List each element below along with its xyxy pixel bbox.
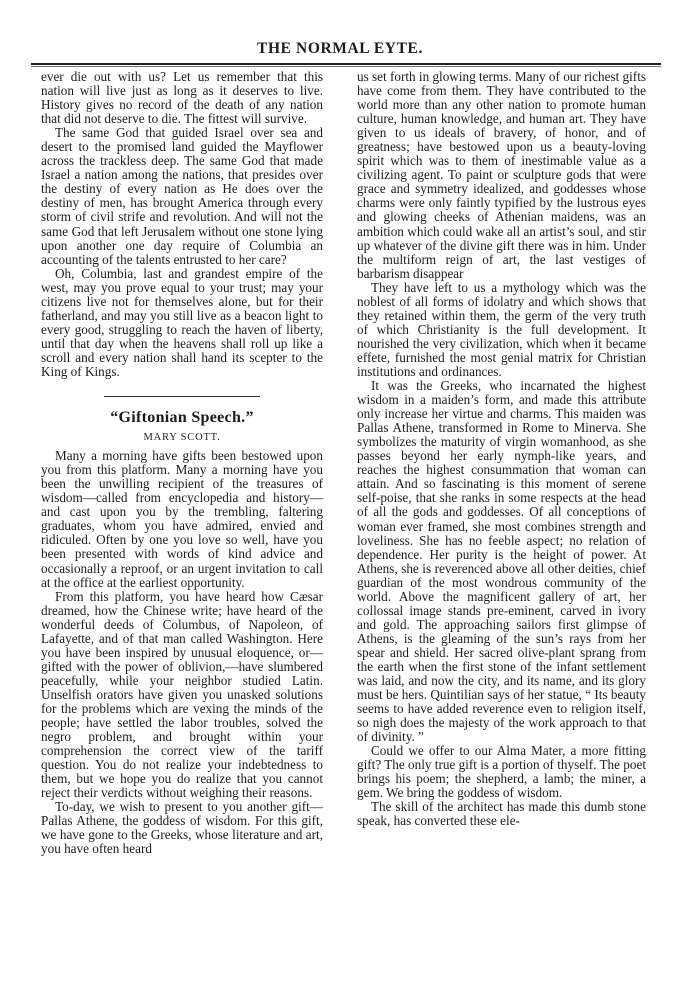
paragraph-continued: us set forth in glowing terms. Many of our richest gifts have come from them. They have contributed to the world more than any other nation to promote human culture, human knowledge, and human art. They have given to us ideals of bravery, of honor, and of greatness; have bestowed upon us a beauty-loving spirit which was to them of inestimable value as a civilizing agent. To paint or sculpture gods that were grace and symmetry idealized, and goddesses whose charms were only faintly typified by the lustrous eyes and glowing cheeks of Athenian maidens, was an ambition which could wake all an artist’s soul, and stir up whatever of the divine gift there was in him. Under the multiform reign of art, the last vestiges of barbarism disappear: [357, 69, 646, 281]
paragraph: To-day, we wish to present to you another gift—Pallas Athene, the goddess of wisdom. For this gift, we have gone to the Greeks, whose literature and art, you have often heard: [41, 799, 323, 857]
paragraph: Could we offer to our Alma Mater, a more fitting gift? The only true gift is a portion of thyself. The poet brings his poem; the shepherd, a lamb; the miner, a gem. We bring the goddess of wisdom.: [357, 743, 646, 801]
paragraph: The skill of the architect has made this dumb stone speak, has converted these ele-: [357, 799, 646, 829]
paragraph: It was the Greeks, who incarnated the highest wisdom in a maiden’s form, and made this attribute only increase her virtue and charms. This maiden was Pallas Athene, transformed in Rome to Minerva. She symbolizes the maturity of virgin womanhood, as she passes beyond her early nymph-like years, and reaches the highest consummation that woman can attain. And so fascinating is this moment of serene self-poise, that she ranks in some respects at the head of all the gods and goddesses. Of all conceptions of woman ever framed, she most combines strength and loveliness. She has no feeble aspect; no relation of dependence. Her purity is the height of power. At Athens, she is reverenced above all other deities, chief guardian of the most wondrous community of the world. Above the magnificent gallery of art, her collossal image stands pre-eminent, carved in ivory and gold. The approaching sailors first glimpse of Athens, is the gleaming of the sun’s rays from her spear and shield. Her sacred olive-plant sprang from the earth when the first stone of the infant settlement was laid, and now the city, and its name, and its glory must be hers. Quintilian says of her statue, “ Its beauty seems to have added reverence even to religion itself, so nigh does the majesty of the work approach to that of divinity. ”: [357, 378, 646, 745]
article-title: “Giftonian Speech.”: [110, 409, 254, 427]
right-column: [357, 70, 646, 829]
masthead-title: THE NORMAL EYTE.: [257, 40, 423, 57]
section-separator: [104, 396, 260, 397]
paragraph: The same God that guided Israel over sea and desert to the promised land guided the Mayflower across the trackless deep. The same God that made Israel a nation among the nations, that presides over the destiny of every nation as He does over the destiny of men, has brought America through every storm of civil strife and revolution. And will not the same God that left Jerusalem without one stone lying upon another one day require of Columbia an accounting of the talents entrusted to her care?: [41, 125, 323, 267]
left-column: [41, 70, 323, 856]
header-rule: [31, 63, 661, 67]
article-byline: MARY SCOTT.: [143, 432, 221, 444]
paragraph: Oh, Columbia, last and grandest empire of the west, may you prove equal to your trust; may your citizens live not for themselves alone, but for their fatherland, and may you still live as a beacon light to every good, struggling to reach the haven of liberty, until that day when the heavens shall roll up like a scroll and every nation shall hand its scepter to the King of Kings.: [41, 265, 323, 379]
paragraph: They have left to us a mythology which was the noblest of all forms of idolatry and which shows that they retained within them, the germ of the very truth of which Christianity is the full development. It nourished the very civilization, which when it became effete, furnished the most genial matrix for Christian institutions and ordinances.: [357, 279, 646, 379]
paragraph-continued: ever die out with us? Let us remember that this nation will live just as long as it deserves to live. History gives no record of the death of any nation that did not deserve to die. The fittest will survive.: [41, 69, 323, 127]
paragraph: Many a morning have gifts been bestowed upon you from this platform. Many a morning have you been the unwilling recipient of the treasures of wisdom—called from encyclopedia and history—and cast upon you by the trembling, faltering graduates, whom you have admired, envied and ridiculed. Often by one you love so well, have you been presented with words of kind advice and occasionally a reproof, or an urgent invitation to call at the office at the earliest opportunity.: [41, 448, 323, 590]
paragraph: From this platform, you have heard how Cæsar dreamed, how the Chinese write; have heard of the wonderful deeds of Columbus, of Napoleon, of Lafayette, and of that man called Washington. Here you have been inspired by unusual eloquence, or—gifted with the power of oblivion,—have slumbered peacefully, while your neighbor studied Latin. Unselfish orators have given you unasked solutions for the problems which are vexing the minds of the people; have settled the labor troubles, solved the negro problem, and brought within your comprehension the correct view of the tariff question. You do not realize your indebtedness to them, but we hope you do realize that you cannot reject their verdicts without weighing their reasons.: [41, 588, 323, 801]
